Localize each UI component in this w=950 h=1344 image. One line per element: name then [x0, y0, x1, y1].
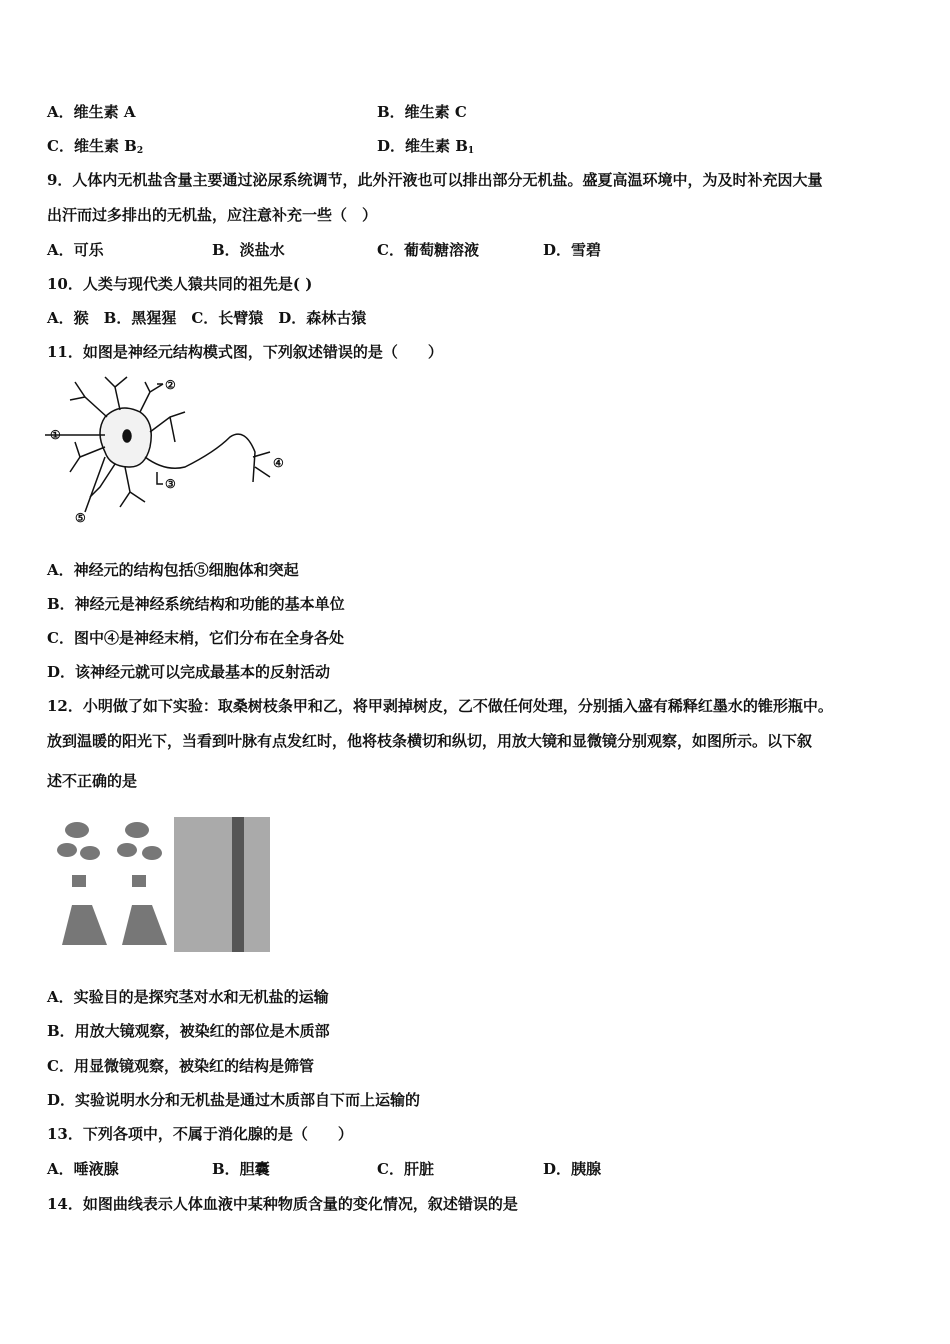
stem-experiment-figure	[52, 815, 272, 955]
q13-option-d: D．胰腺	[543, 1160, 602, 1178]
q11-stem: 11．如图是神经元结构模式图，下列叙述错误的是（ ）	[47, 343, 443, 361]
q9-option-c: C．葡萄糖溶液	[377, 241, 479, 259]
q12-option-d: D．实验说明水分和无机盐是通过木质部自下而上运输的	[47, 1091, 421, 1109]
label-3: ③	[165, 477, 176, 491]
q8-option-d	[377, 136, 474, 161]
q8-option-d-text: D．维生素 B	[377, 137, 468, 155]
label-1: ①	[50, 428, 61, 442]
subscript: 1	[467, 146, 475, 156]
q11-option-c: C．图中④是神经末梢，它们分布在全身各处	[47, 629, 344, 647]
q8-option-c-text: C．维生素 B	[47, 137, 137, 155]
q11-option-b: B．神经元是神经系统结构和功能的基本单位	[47, 595, 345, 613]
q13-option-a: A．唾液腺	[47, 1160, 119, 1178]
q11-option-a: A．神经元的结构包括⑤细胞体和突起	[47, 561, 299, 579]
q11-option-d: D．该神经元就可以完成最基本的反射活动	[47, 663, 331, 681]
q12-stem-line1: 12．小明做了如下实验：取桑树枝条甲和乙，将甲剥掉树皮，乙不做任何处理，分别插入盛有稀释红墨水的锥形瓶中。	[47, 697, 833, 715]
label-4: ④	[273, 456, 284, 470]
q8-option-b: B．维生素 C	[377, 103, 467, 121]
q8-option-a: A．维生素 A	[47, 103, 136, 121]
q8-option-c	[47, 136, 143, 161]
q13-stem: 13．下列各项中，不属于消化腺的是（ ）	[47, 1125, 353, 1143]
q9-stem-line2: 出汗而过多排出的无机盐，应注意补充一些（ ）	[47, 206, 378, 224]
q9-option-d: D．雪碧	[543, 241, 602, 259]
q10-stem: 10．人类与现代类人猿共同的祖先是( )	[47, 275, 313, 293]
q12-option-a: A．实验目的是探究茎对水和无机盐的运输	[47, 988, 329, 1006]
neuron-diagram	[45, 372, 295, 527]
q12-option-c: C．用显微镜观察，被染红的结构是筛管	[47, 1057, 314, 1075]
q9-option-b: B．淡盐水	[212, 241, 285, 259]
q12-stem-line2: 放到温暖的阳光下，当看到叶脉有点发红时，他将枝条横切和纵切，用放大镜和显微镜分别观察，如图所示。以下叙	[47, 732, 813, 750]
label-2: ②	[165, 378, 176, 392]
q12-stem-line3: 述不正确的是	[47, 772, 138, 790]
q9-stem-line1: 9．人体内无机盐含量主要通过泌尿系统调节，此外汗液也可以排出部分无机盐。盛夏高温环境中，为及时补充因大量	[47, 171, 823, 189]
q14-stem: 14．如图曲线表示人体血液中某种物质含量的变化情况，叙述错误的是	[47, 1195, 518, 1213]
subscript: 2	[136, 146, 144, 156]
q13-option-c: C．肝脏	[377, 1160, 434, 1178]
q10-options: A．猴 B．黑猩猩 C．长臂猿 D．森林古猿	[47, 309, 367, 327]
label-5: ⑤	[75, 511, 86, 525]
q12-option-b: B．用放大镜观察，被染红的部位是木质部	[47, 1022, 330, 1040]
q9-option-a: A．可乐	[47, 241, 104, 259]
q13-option-b: B．胆囊	[212, 1160, 270, 1178]
